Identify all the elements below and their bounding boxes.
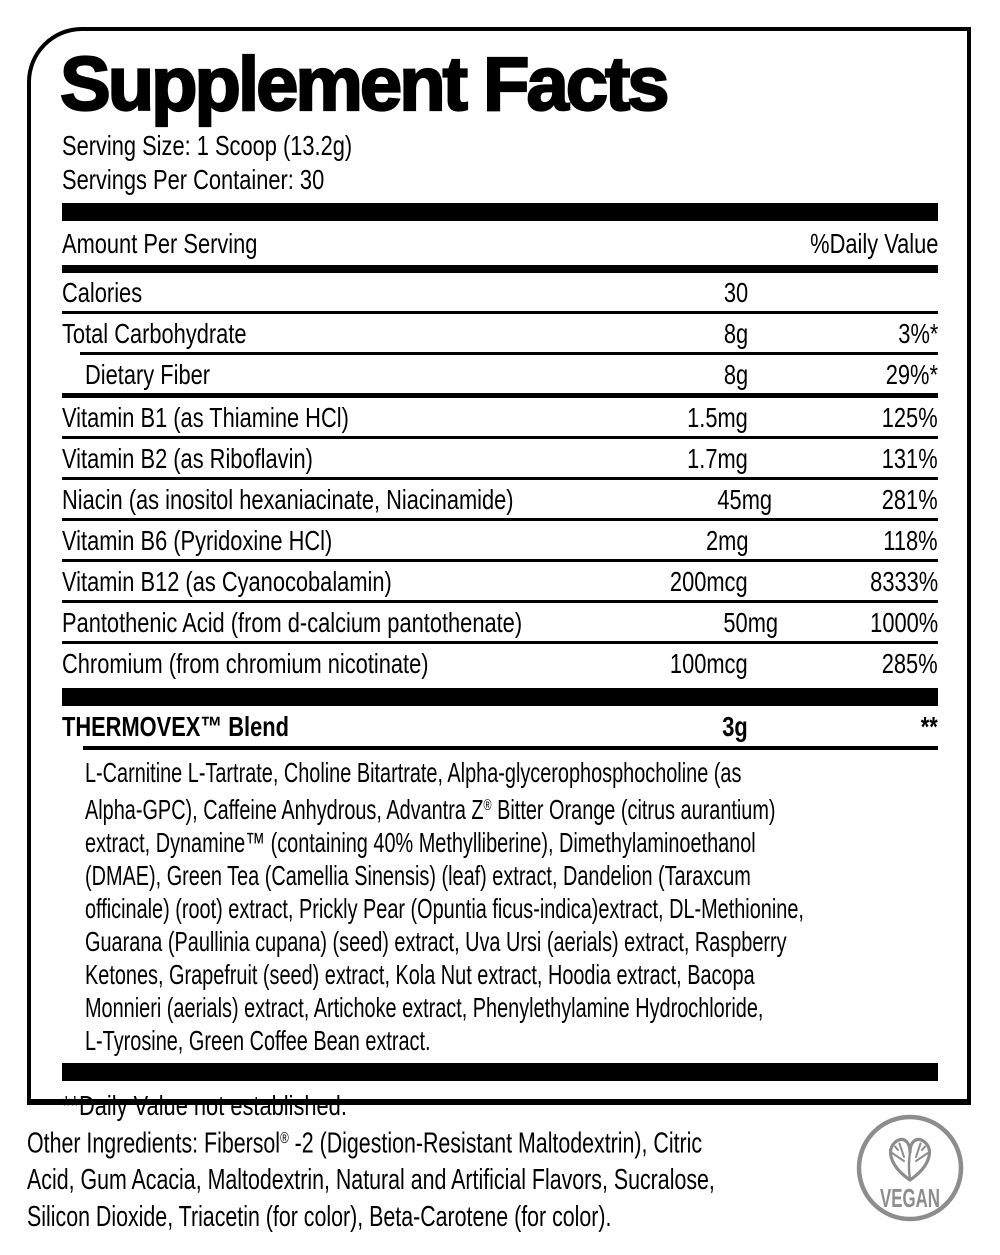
nutrient-daily-value: 8333% <box>869 566 938 597</box>
text-line: Silicon Dioxide, Triacetin (for color), Beta-Carotene (for color). <box>27 1201 612 1234</box>
nutrient-name: Chromium (from chromium nicotinate) <box>62 648 429 679</box>
table-row <box>62 273 938 311</box>
servings-per-container: Servings Per Container: 30 <box>62 164 325 195</box>
nutrient-amount: 100mcg <box>670 648 748 679</box>
nutrient-amount: 2mg <box>705 525 748 556</box>
nutrient-amount: 30 <box>723 277 748 308</box>
blend-daily-value: ** <box>920 711 938 742</box>
nutrient-name: Vitamin B1 (as Thiamine HCl) <box>62 402 349 433</box>
nutrient-name: Dietary Fiber <box>85 359 211 390</box>
table-row <box>62 314 938 352</box>
table-row <box>62 562 938 600</box>
panel-title: Supplement Facts <box>60 42 667 127</box>
table-header-row <box>62 221 938 265</box>
table-row <box>62 603 938 641</box>
nutrient-name: Pantothenic Acid (from d-calcium pantothenate) <box>62 607 523 638</box>
nutrient-name: Niacin (as inositol hexaniacinate, Niacinamide) <box>62 484 514 515</box>
table-row <box>62 644 938 682</box>
table-row <box>62 355 938 393</box>
nutrient-daily-value: 3%* <box>897 318 938 349</box>
thick-divider-bottom <box>62 1063 938 1081</box>
nutrient-daily-value: 131% <box>882 443 938 474</box>
nutrient-amount: 45mg <box>717 484 772 515</box>
table-row <box>62 398 938 436</box>
nutrient-daily-value: 285% <box>882 648 938 679</box>
text-line: Monnieri (aerials) extract, Artichoke extract, Phenylethylamine Hydrochloride, <box>85 992 764 1024</box>
text-line: extract, Dynamine™ (containing 40% Methylliberine), Dimethylaminoethanol <box>85 827 756 859</box>
blend-amount: 3g <box>722 711 748 742</box>
text-line: Guarana (Paullinia cupana) (seed) extract, Uva Ursi (aerials) extract, Raspberry <box>85 926 787 958</box>
blend-row <box>62 706 938 746</box>
thick-divider-top <box>62 203 938 221</box>
heart-split <box>909 1152 910 1179</box>
text-line: L-Tyrosine, Green Coffee Bean extract. <box>85 1025 431 1057</box>
text-line: officinale) (root) extract, Prickly Pear (Opuntia ficus-indica)extract, DL-Methionine, <box>85 893 804 925</box>
nutrient-amount: 1.7mg <box>687 443 748 474</box>
header-divider <box>62 265 938 273</box>
nutrient-daily-value: 118% <box>883 525 938 556</box>
text-line: Other Ingredients: Fibersol® -2 (Digestion-Resistant Maltodextrin), Citric <box>27 1127 703 1160</box>
text-line: L-Carnitine L-Tartrate, Choline Bitartrate, Alpha-glycerophosphocholine (as <box>85 757 742 788</box>
text-line: Acid, Gum Acacia, Maltodextrin, Natural and Artificial Flavors, Sucralose, <box>27 1164 715 1197</box>
vegan-badge <box>854 1112 966 1224</box>
nutrient-daily-value: 29%* <box>885 359 938 390</box>
nutrient-name: Vitamin B2 (as Riboflavin) <box>62 443 313 474</box>
table-row <box>62 439 938 477</box>
nutrient-daily-value: 125% <box>882 402 938 433</box>
facts-rows <box>62 273 938 682</box>
nutrient-name: Total Carbohydrate <box>62 318 247 349</box>
text-line: Ketones, Grapefruit (seed) extract, Kola Nut extract, Hoodia extract, Bacopa <box>85 959 755 991</box>
nutrient-amount: 200mcg <box>670 566 748 597</box>
other-ingredients <box>27 1120 887 1236</box>
amount-per-serving-header: Amount Per Serving <box>62 228 258 259</box>
nutrient-daily-value: 1000% <box>869 607 938 638</box>
table-row <box>62 480 938 518</box>
daily-value-footnote: **Daily Value not established. <box>62 1090 347 1122</box>
nutrient-daily-value <box>748 278 938 308</box>
thick-divider-blend <box>62 688 938 706</box>
nutrient-name: Vitamin B12 (as Cyanocobalamin) <box>62 566 392 597</box>
daily-value-header: %Daily Value <box>809 228 938 259</box>
serving-size: Serving Size: 1 Scoop (13.2g) <box>62 130 353 161</box>
nutrient-name: Calories <box>62 277 143 308</box>
supplement-facts-panel <box>27 27 971 1122</box>
table-row <box>62 521 938 559</box>
blend-divider <box>83 746 938 750</box>
nutrient-amount: 8g <box>723 318 748 349</box>
blend-ingredients <box>85 756 938 1057</box>
vegan-label: VEGAN <box>880 1183 940 1213</box>
nutrient-amount: 50mg <box>723 607 779 638</box>
blend-name: THERMOVEX™ Blend <box>62 711 289 742</box>
nutrient-daily-value: 281% <box>882 484 938 515</box>
leaf-heart-icon <box>854 1112 966 1224</box>
text-line: (DMAE), Green Tea (Camellia Sinensis) (leaf) extract, Dandelion (Taraxcum <box>85 860 751 892</box>
nutrient-name: Vitamin B6 (Pyridoxine HCl) <box>62 525 333 556</box>
nutrient-amount: 1.5mg <box>687 402 748 433</box>
nutrient-amount: 8g <box>723 359 748 390</box>
text-line: Alpha-GPC), Caffeine Anhydrous, Advantra Z® Bitter Orange (citrus aurantium) <box>85 794 776 826</box>
